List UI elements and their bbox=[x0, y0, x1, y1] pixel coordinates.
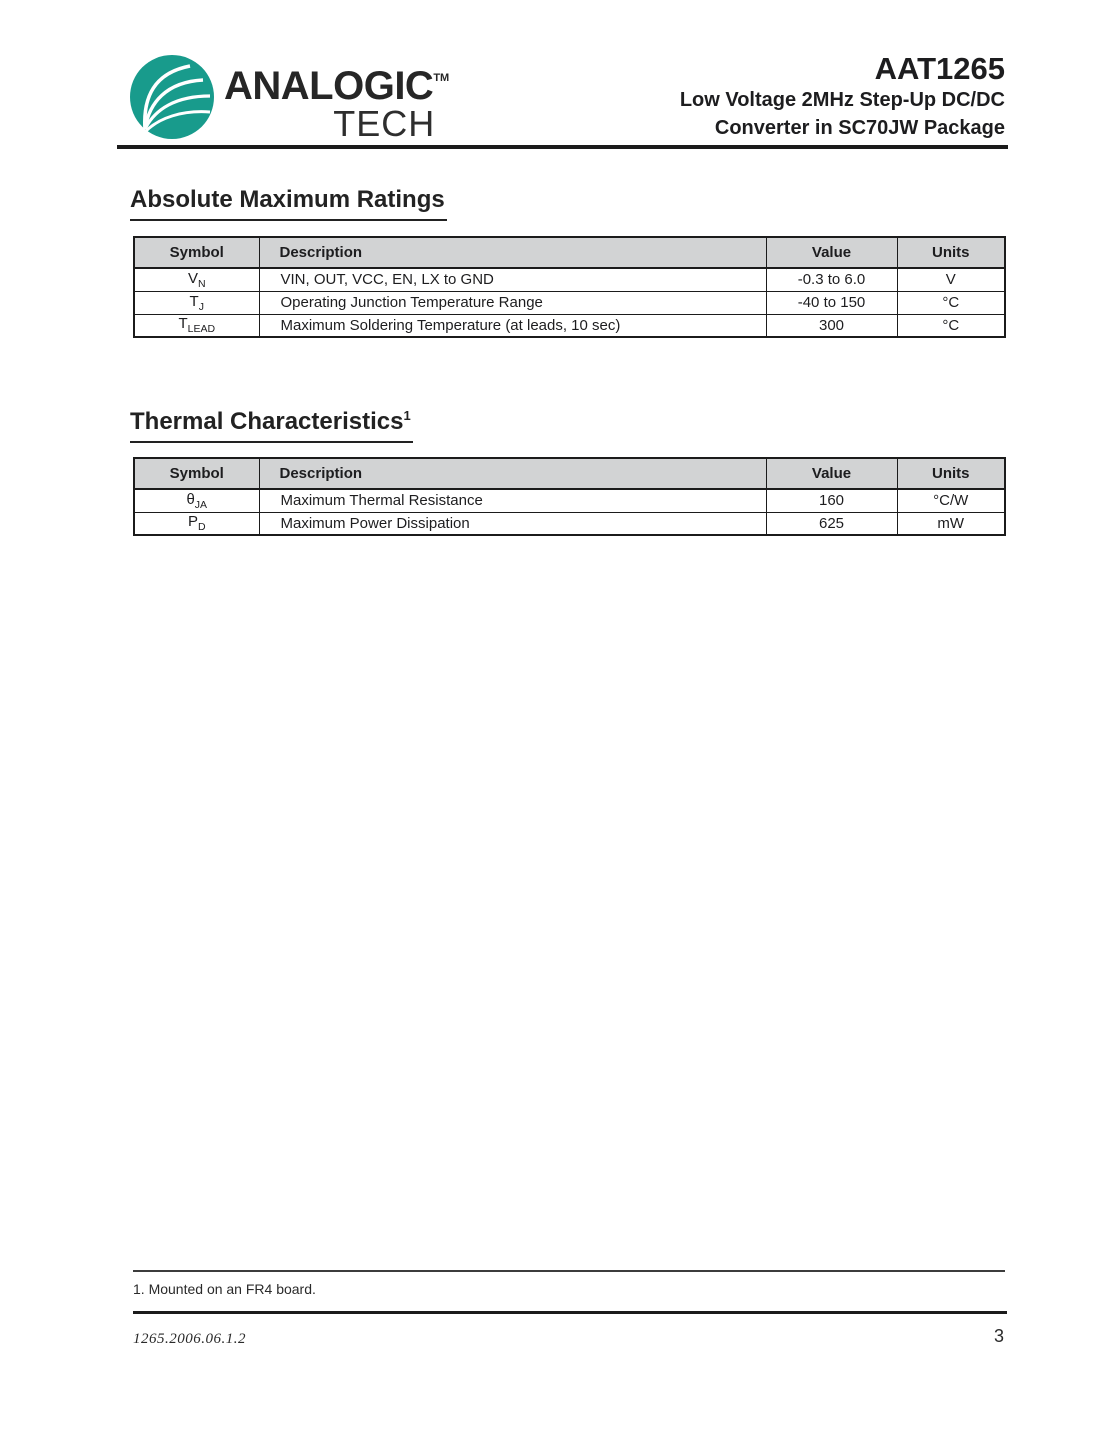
units-cell: °C/W bbox=[897, 489, 1005, 512]
trademark-symbol: TM bbox=[433, 72, 450, 84]
table-row bbox=[134, 268, 1005, 291]
table-header-row bbox=[134, 237, 1005, 268]
description-cell: Maximum Power Dissipation bbox=[259, 512, 766, 535]
column-header-symbol: Symbol bbox=[134, 237, 259, 268]
value-cell: -0.3 to 6.0 bbox=[766, 268, 897, 291]
table-row bbox=[134, 512, 1005, 535]
description-cell: Maximum Thermal Resistance bbox=[259, 489, 766, 512]
symbol-cell: $\theta_{JA}$ bbox=[134, 489, 259, 512]
footer-divider bbox=[133, 1311, 1007, 1314]
description-cell: VIN, OUT, VCC, EN, LX to GND bbox=[259, 268, 766, 291]
section-title-absolute-maximum-ratings: Absolute Maximum Ratings bbox=[130, 186, 447, 221]
logo-wordmark-bottom: TECH bbox=[333, 103, 436, 144]
units-cell: °C bbox=[897, 314, 1005, 337]
column-header-description: Description bbox=[259, 237, 766, 268]
footnote: 1. Mounted on an FR4 board. bbox=[133, 1281, 316, 1297]
value-cell: -40 to 150 bbox=[766, 291, 897, 314]
analogictech-logo bbox=[130, 55, 450, 144]
section-title-thermal-characteristics: Thermal Characteristics$^1$ bbox=[130, 408, 413, 443]
units-cell: mW bbox=[897, 512, 1005, 535]
column-header-symbol: Symbol bbox=[134, 458, 259, 489]
thermal-characteristics-table bbox=[133, 457, 1006, 536]
column-header-value: Value bbox=[766, 237, 897, 268]
footnote-divider bbox=[133, 1270, 1005, 1272]
product-subtitle-line1: Low Voltage 2MHz Step-Up DC/DC bbox=[679, 89, 1005, 111]
units-cell: V bbox=[897, 268, 1005, 291]
column-header-units: Units bbox=[897, 237, 1005, 268]
logo-wordmark-top: ANALOGIC™ bbox=[224, 64, 450, 108]
document-revision-number: 1265.2006.06.1.2 bbox=[133, 1331, 246, 1347]
symbol-cell: $T_{LEAD}$ bbox=[134, 314, 259, 337]
value-cell: 300 bbox=[766, 314, 897, 337]
table-row bbox=[134, 489, 1005, 512]
units-cell: °C bbox=[897, 291, 1005, 314]
table-row bbox=[134, 314, 1005, 337]
column-header-value: Value bbox=[766, 458, 897, 489]
header-rule bbox=[117, 145, 1008, 149]
product-subtitle-line2: Converter in SC70JW Package bbox=[714, 117, 1005, 139]
document-title-block bbox=[680, 52, 1005, 142]
page-number: 3 bbox=[993, 1326, 1004, 1346]
analogictech-leaf-icon bbox=[130, 55, 214, 139]
symbol-cell: $V_N$ bbox=[134, 268, 259, 291]
value-cell: 625 bbox=[766, 512, 897, 535]
table-row bbox=[134, 291, 1005, 314]
table-header-row bbox=[134, 458, 1005, 489]
description-cell: Operating Junction Temperature Range bbox=[259, 291, 766, 314]
part-number: AAT1265 bbox=[874, 51, 1005, 86]
symbol-cell: $T_J$ bbox=[134, 291, 259, 314]
logo-wordmark bbox=[224, 57, 450, 144]
symbol-cell: $P_D$ bbox=[134, 512, 259, 535]
column-header-units: Units bbox=[897, 458, 1005, 489]
column-header-description: Description bbox=[259, 458, 766, 489]
absolute-maximum-ratings-table bbox=[133, 236, 1006, 338]
description-cell: Maximum Soldering Temperature (at leads, 10 sec) bbox=[259, 314, 766, 337]
footnote-reference: 1 bbox=[403, 408, 411, 423]
value-cell: 160 bbox=[766, 489, 897, 512]
